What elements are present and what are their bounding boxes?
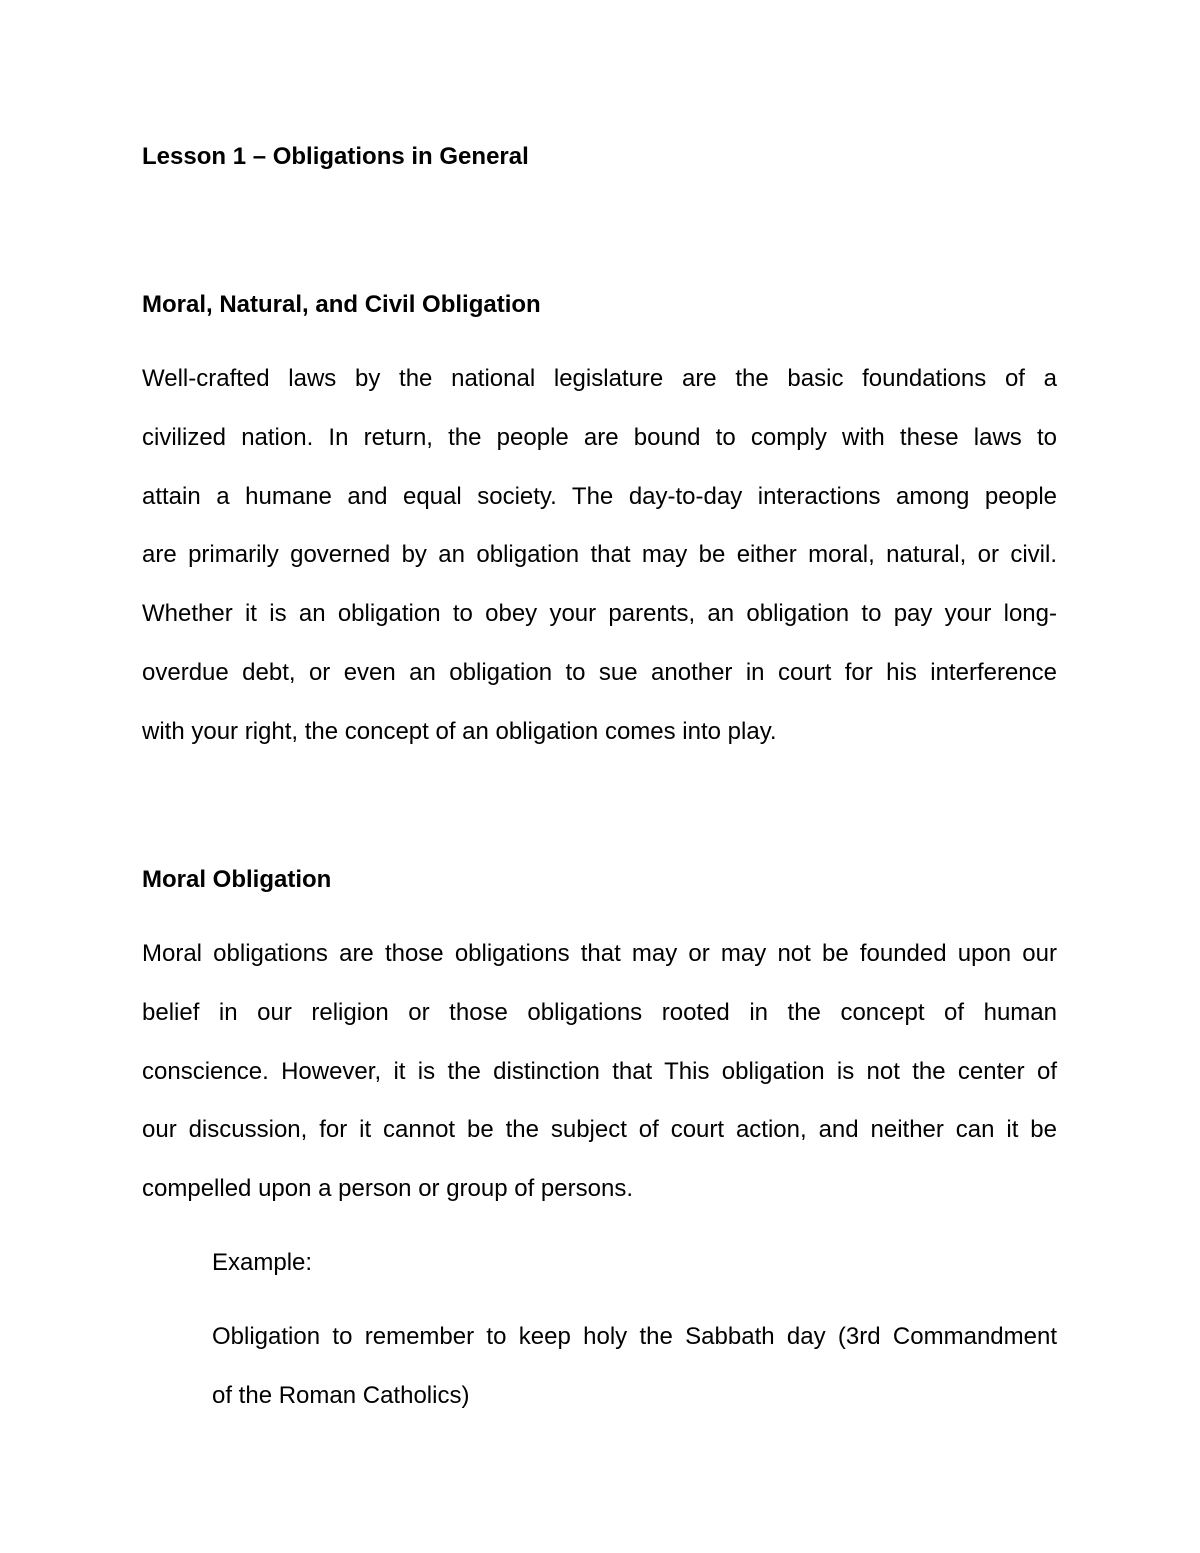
paragraph-line: Whether it is an obligation to obey your parents, an obligation to pay your long- <box>142 600 1057 628</box>
example-label-text: Example: <box>212 1249 313 1276</box>
paragraph-line: Moral obligations are those obligations that may or may not be founded upon our <box>142 940 1057 967</box>
paragraph-line: overdue debt, or even an obligation to sue another in court for his interference <box>142 658 1057 686</box>
paragraph-line: compelled upon a person or group of persons. <box>142 1175 633 1203</box>
paragraph-line: our discussion, for it cannot be the subject of court action, and neither can it be <box>142 1116 1057 1144</box>
example-label <box>212 1234 1057 1293</box>
paragraph-line: Well-crafted laws by the national legislature are the basic foundations of a <box>142 365 1057 392</box>
paragraph-line: belief in our religion or those obligations rooted in the concept of human <box>142 998 1057 1026</box>
paragraph-line: with your right, the concept of an obligation comes into play. <box>142 717 777 745</box>
paragraph-line: conscience. However, it is the distinction that This obligation is not the center of <box>142 1057 1057 1085</box>
example-line: of the Roman Catholics) <box>212 1381 470 1409</box>
section-paragraph-moral-obligation <box>142 925 1057 1219</box>
section-paragraph-moral-natural-civil <box>142 350 1057 762</box>
example-text <box>212 1308 1057 1426</box>
section-heading-moral-natural-civil: Moral, Natural, and Civil Obligation <box>142 291 541 318</box>
paragraph-line: civilized nation. In return, the people are bound to comply with these laws to <box>142 423 1057 451</box>
lesson-title: Lesson 1 – Obligations in General <box>142 143 529 170</box>
paragraph-line: attain a humane and equal society. The day-to-day interactions among people <box>142 482 1057 510</box>
section-heading-moral-obligation: Moral Obligation <box>142 866 332 893</box>
paragraph-line: are primarily governed by an obligation that may be either moral, natural, or civil. <box>142 541 1057 569</box>
example-line: Obligation to remember to keep holy the Sabbath day (3rd Commandment <box>212 1323 1057 1350</box>
